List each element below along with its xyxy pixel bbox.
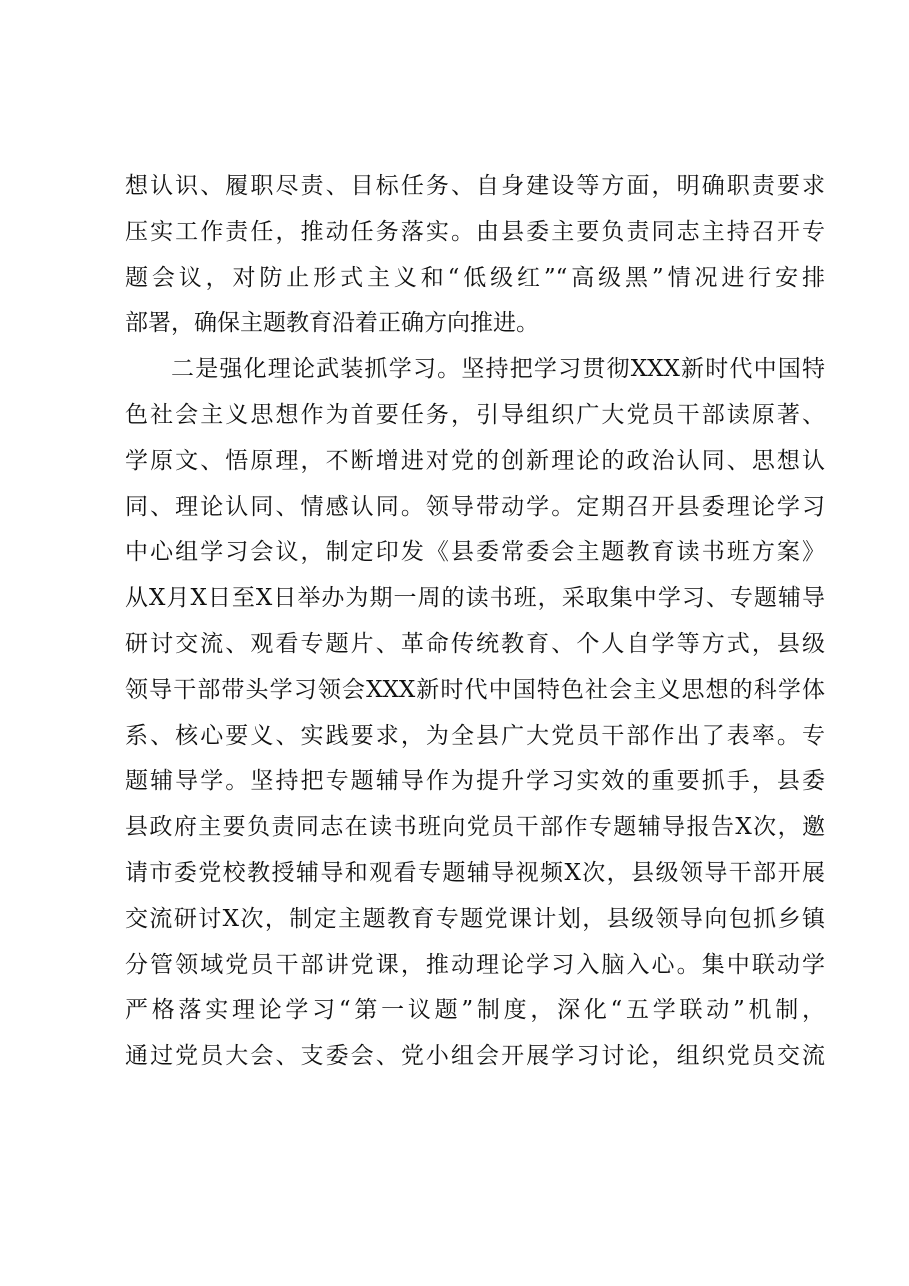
text-line-14: 题辅导学。坚持把专题辅导作为提升学习实效的重要抓手，县委: [125, 768, 825, 795]
text-line-12: 领导干部带头学习领会XXX新时代中国特色社会主义思想的科学体: [125, 676, 825, 703]
text-line-9: 中心组学习会议，制定印发《县委常委会主题教育读书班方案》: [125, 539, 825, 566]
text-line-19: 严格落实理论学习“第一议题”制度，深化“五学联动”机制，: [125, 997, 825, 1024]
text-line-3: 题会议，对防止形式主义和“低级红”“高级黑”情况进行安排: [125, 264, 825, 291]
text-line-15: 县政府主要负责同志在读书班向党员干部作专题辅导报告X次，邀: [125, 814, 825, 841]
text-line-13: 系、核心要义、实践要求，为全县广大党员干部作出了表率。专: [125, 722, 825, 749]
text-line-10: 从X月X日至X日举办为期一周的读书班，采取集中学习、专题辅导: [125, 585, 825, 612]
text-line-17: 交流研讨X次，制定主题教育专题党课计划，县级领导向包抓乡镇: [125, 905, 825, 932]
text-line-4: 部署，确保主题教育沿着正确方向推进。: [125, 310, 539, 337]
text-line-11: 研讨交流、观看专题片、革命传统教育、个人自学等方式，县级: [125, 630, 825, 657]
text-line-20: 通过党员大会、支委会、党小组会开展学习讨论，组织党员交流: [125, 1043, 825, 1070]
text-line-1: 想认识、履职尽责、目标任务、自身建设等方面，明确职责要求: [125, 173, 825, 199]
text-line-2: 压实工作责任，推动任务落实。由县委主要负责同志主持召开专: [125, 218, 825, 245]
text-line-7: 学原文、悟原理，不断增进对党的创新理论的政治认同、思想认: [125, 447, 825, 474]
text-line-8: 同、理论认同、情感认同。领导带动学。定期召开县委理论学习: [125, 493, 825, 520]
text-line-18: 分管领域党员干部讲党课，推动理论学习入脑入心。集中联动学: [125, 951, 825, 978]
body-text: [125, 164, 825, 1080]
text-line-5: 二是强化理论武装抓学习。坚持把学习贯彻XXX新时代中国特: [171, 356, 825, 383]
text-line-6: 色社会主义思想作为首要任务，引导组织广大党员干部读原著、: [125, 401, 825, 428]
text-line-16: 请市委党校教授辅导和观看专题辅导视频X次，县级领导干部开展: [125, 859, 825, 886]
